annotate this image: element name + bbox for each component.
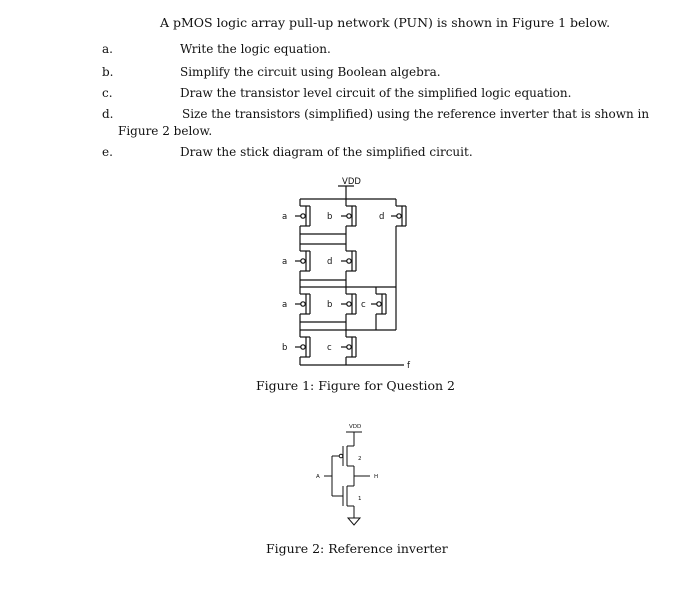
item-b-label: b. — [102, 65, 114, 79]
gate-label-b-r1: b — [327, 212, 333, 222]
item-c-label: c. — [102, 86, 113, 100]
pmos-b-row3 — [341, 287, 356, 322]
pmos-a-row1 — [295, 199, 310, 234]
item-c-text: Draw the transistor level circuit of the simplified logic equation. — [180, 86, 572, 100]
question-intro: A pMOS logic array pull-up network (PUN) is shown in Figure 1 below. — [160, 15, 611, 30]
inv-pmos — [339, 446, 354, 466]
inv-output-label: H — [374, 474, 379, 480]
pmos-a-row2 — [295, 244, 310, 280]
gate-label-b-r4: b — [282, 343, 288, 353]
gate-label-c-r4: c — [327, 343, 332, 353]
pmos-a-row3 — [295, 287, 310, 322]
inv-ground-symbol — [348, 518, 360, 525]
inv-input-label: A — [316, 474, 320, 480]
item-e-label: e. — [102, 145, 113, 159]
pmos-b-row1 — [341, 199, 356, 234]
figure2-caption: Figure 2: Reference inverter — [266, 541, 448, 556]
output-label-f: f — [407, 361, 410, 371]
item-a-label: a. — [102, 42, 113, 56]
gate-label-d-r1: d — [379, 212, 385, 222]
item-a-text: Write the logic equation. — [180, 42, 331, 56]
pmos-d-row1 — [391, 199, 406, 234]
gate-label-a-r3: a — [282, 300, 288, 310]
item-d-label: d. — [102, 107, 114, 121]
fig2-vdd-label: VDD — [349, 424, 362, 430]
gate-label-a-r1: a — [282, 212, 288, 222]
pmos-b-row4 — [295, 330, 310, 365]
inv-nmos — [332, 486, 354, 506]
item-d-text: Size the transistors (simplified) using the reference inverter that is shown in — [182, 107, 650, 121]
fig1-vdd-label: VDD — [342, 177, 361, 187]
figure1-pun-schematic — [270, 172, 420, 372]
figure1-caption: Figure 1: Figure for Question 2 — [256, 378, 456, 393]
inv-nmos-size: 1 — [358, 496, 362, 502]
item-e-text: Draw the stick diagram of the simplified circuit. — [180, 145, 473, 159]
item-b-text: Simplify the circuit using Boolean algebra. — [180, 65, 441, 79]
figure2-inverter-schematic — [310, 418, 400, 533]
gate-label-d-r2: d — [327, 257, 333, 267]
pmos-c-row3 — [371, 287, 386, 322]
gate-label-b-r3: b — [327, 300, 333, 310]
item-d-continuation: Figure 2 below. — [118, 124, 213, 138]
inv-pmos-size: 2 — [358, 456, 362, 462]
gate-label-a-r2: a — [282, 257, 288, 267]
pmos-d-row2 — [341, 244, 356, 280]
pmos-c-row4 — [341, 330, 356, 365]
gate-label-c-r3: c — [361, 300, 366, 310]
